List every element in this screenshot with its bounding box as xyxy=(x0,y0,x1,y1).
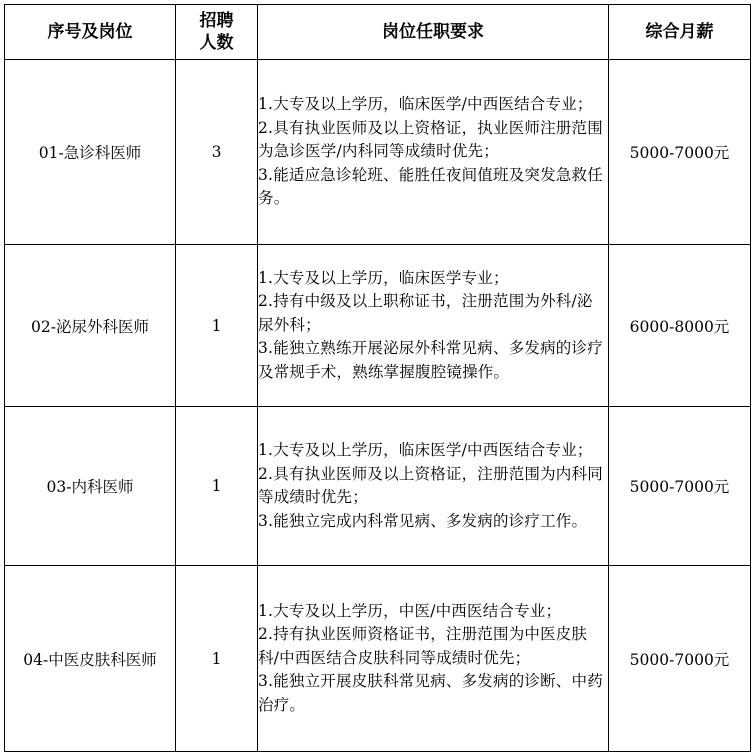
requirements-cell xyxy=(258,60,609,245)
requirement-item: 1.大专及以上学历，临床医学/中西医结合专业； xyxy=(258,95,593,114)
requirement-item: 1.大专及以上学历，中医/中西医结合专业； xyxy=(258,601,562,620)
header-salary: 综合月薪 xyxy=(609,5,751,60)
header-position: 序号及岗位 xyxy=(5,5,176,60)
requirements-cell xyxy=(258,566,609,752)
requirement-item: 2.具有执业医师及以上资格证，注册范围为内科同等成绩时优先； xyxy=(258,464,603,506)
table-row xyxy=(5,245,751,407)
requirement-item: 1.大专及以上学历，临床医学/中西医结合专业； xyxy=(258,441,593,459)
requirement-item: 1.大专及以上学历，临床医学专业； xyxy=(258,268,509,287)
count-cell: 3 xyxy=(176,60,258,245)
table-row xyxy=(5,60,751,245)
requirement-item: 3.能独立熟练开展泌尿外科常见病、多发病的诊疗及常规手术，熟练掌握腹腔镜操作。 xyxy=(258,339,603,381)
position-cell: 04-中医皮肤科医师 xyxy=(5,566,176,752)
requirements-cell xyxy=(258,245,609,407)
requirement-item: 3.能适应急诊轮班、能胜任夜间值班及突发急救任务。 xyxy=(258,165,603,208)
requirement-item: 3.能独立完成内科常见病、多发病的诊疗工作。 xyxy=(258,511,588,530)
count-cell: 1 xyxy=(176,566,258,752)
salary-cell: 5000-7000元 xyxy=(609,566,751,752)
salary-cell: 5000-7000元 xyxy=(609,60,751,245)
position-cell: 01-急诊科医师 xyxy=(5,60,176,245)
salary-cell: 5000-7000元 xyxy=(609,407,751,566)
requirement-item: 2.具有执业医师及以上资格证，执业医师注册范围为急诊医学/内科同等成绩时优先； xyxy=(258,118,603,161)
count-cell: 1 xyxy=(176,245,258,407)
requirement-item: 3.能独立开展皮肤科常见病、多发病的诊断、中药治疗。 xyxy=(258,672,603,714)
table-header-row xyxy=(5,5,751,60)
requirement-item: 2.持有中级及以上职称证书，注册范围为外科/泌尿外科； xyxy=(258,292,593,334)
position-cell: 02-泌尿外科医师 xyxy=(5,245,176,407)
salary-cell: 6000-8000元 xyxy=(609,245,751,407)
count-cell: 1 xyxy=(176,407,258,566)
header-count-line2: 人数 xyxy=(199,33,234,53)
requirement-item: 2.持有执业医师资格证书，注册范围为中医皮肤科/中西医结合皮肤科同等成绩时优先； xyxy=(258,625,588,667)
requirements-cell xyxy=(258,407,609,566)
header-count-line1: 招聘 xyxy=(199,11,234,31)
table-row xyxy=(5,566,751,752)
recruitment-table xyxy=(4,4,751,752)
position-cell: 03-内科医师 xyxy=(5,407,176,566)
header-requirements: 岗位任职要求 xyxy=(258,5,609,60)
table-row xyxy=(5,407,751,566)
header-count xyxy=(176,5,258,60)
